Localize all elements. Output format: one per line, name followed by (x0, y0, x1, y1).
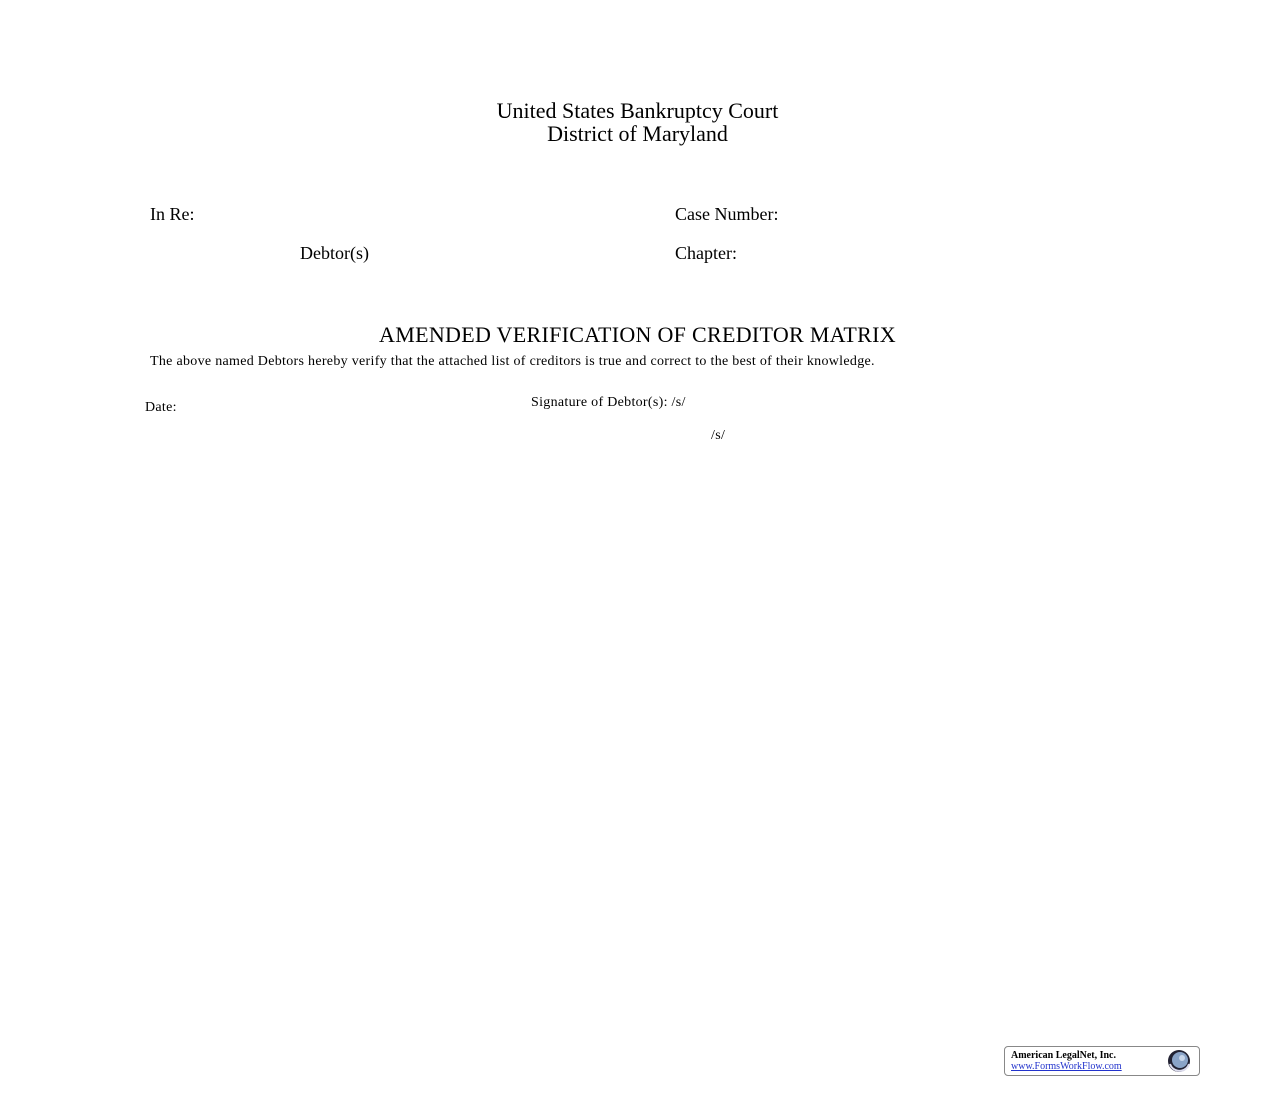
date-label: Date: (145, 400, 177, 415)
logo-url-link[interactable]: www.FormsWorkFlow.com (1011, 1061, 1122, 1072)
chapter-label: Chapter: (675, 243, 737, 263)
court-name: United States Bankruptcy Court (496, 98, 779, 123)
globe-icon (1162, 1048, 1196, 1074)
verification-statement: The above named Debtors hereby verify that the attached list of creditors is true and correct to the best of their knowledge. (150, 354, 875, 369)
american-legalnet-logo[interactable] (1004, 1046, 1200, 1076)
logo-name: American LegalNet, Inc. (1011, 1050, 1116, 1061)
second-signature: /s/ (711, 428, 726, 443)
debtors-label: Debtor(s) (300, 243, 369, 263)
document-title: AMENDED VERIFICATION OF CREDITOR MATRIX (379, 322, 896, 347)
signature-label: Signature of Debtor(s): /s/ (531, 395, 686, 410)
case-number-label: Case Number: (675, 204, 779, 224)
district-name: District of Maryland (547, 121, 728, 146)
in-re-label: In Re: (150, 204, 195, 224)
